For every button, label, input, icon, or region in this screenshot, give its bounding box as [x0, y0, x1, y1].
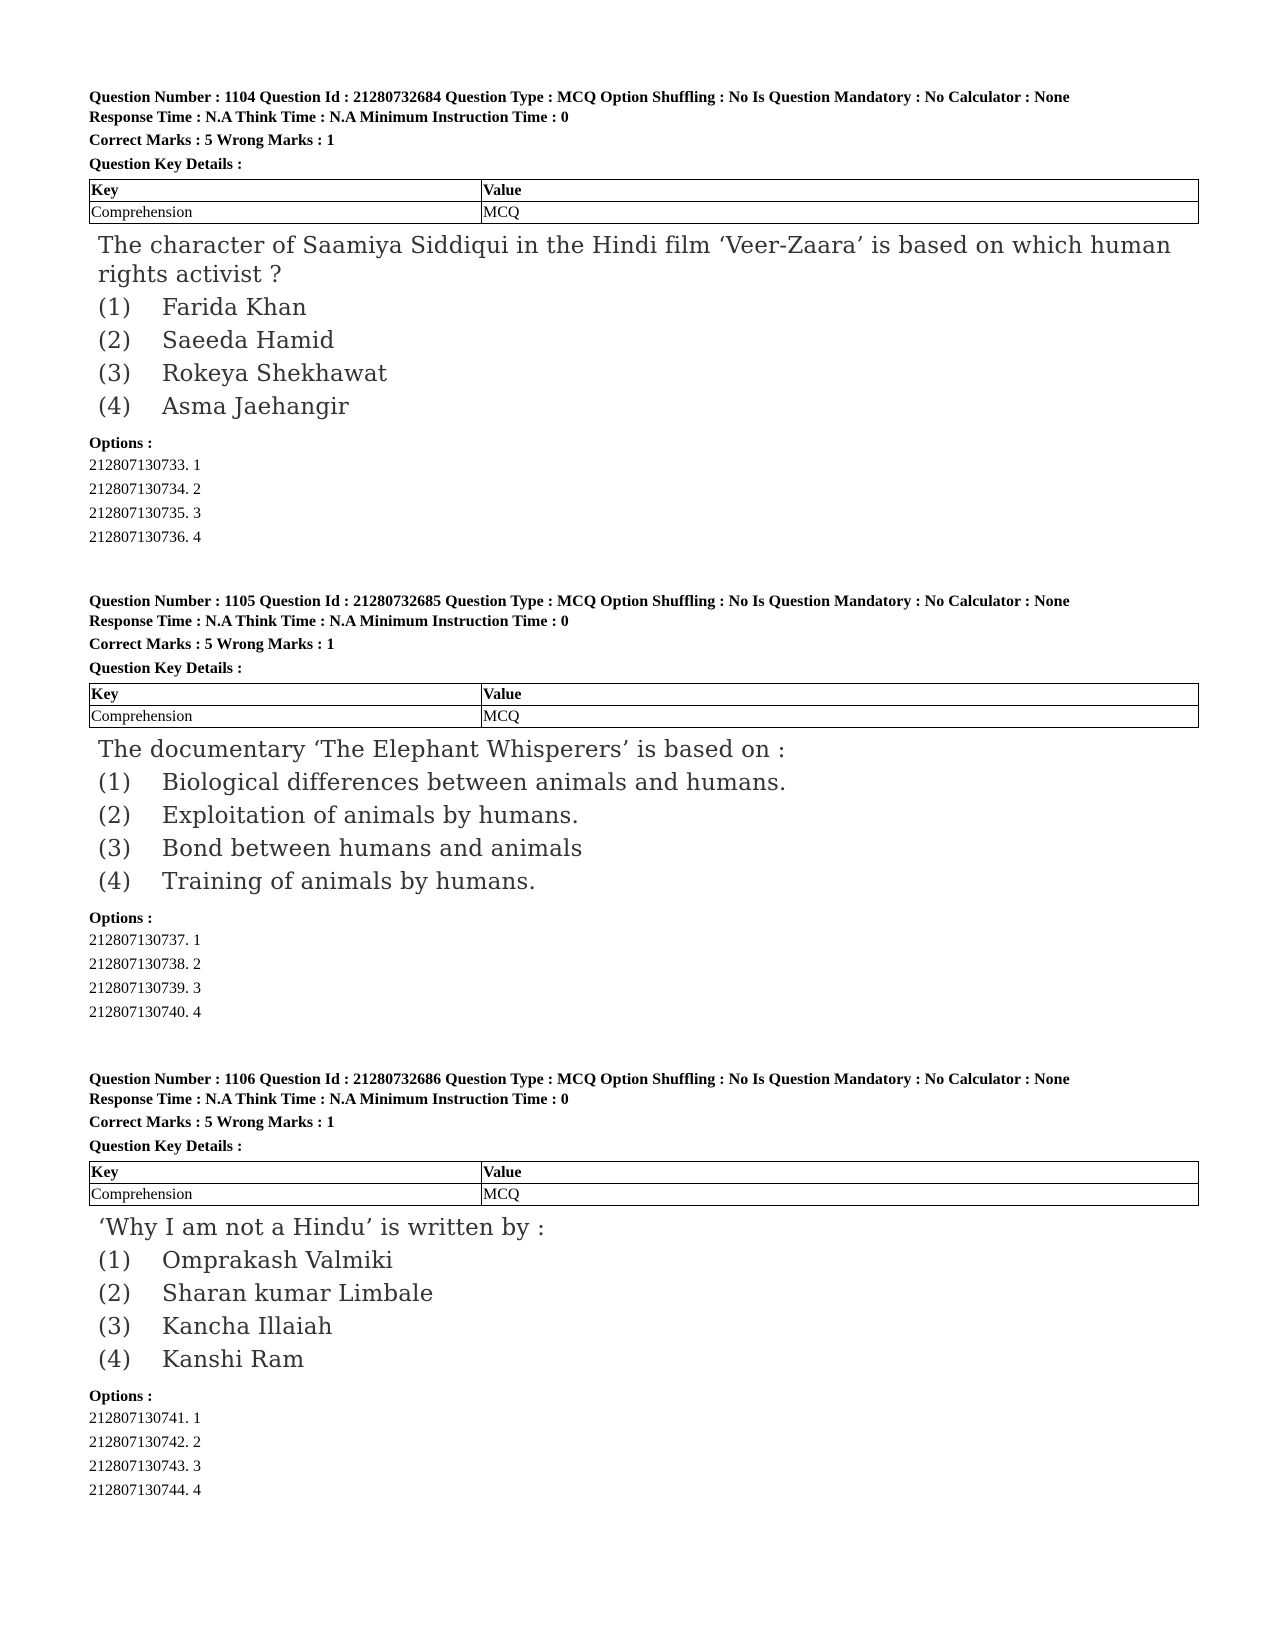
table-row — [90, 202, 1199, 224]
option-item: 212807130739. 3 — [89, 980, 201, 997]
header-key: Key — [90, 1162, 482, 1184]
choice-item — [98, 1280, 1199, 1309]
option-item: 212807130735. 3 — [89, 505, 201, 522]
choice-number: (2) — [98, 803, 132, 829]
option-item: 212807130738. 2 — [89, 956, 201, 973]
meta-line-1: Question Number : 1106 Question Id : 21280732686 Question Type : MCQ Option Shuffling : No Is Question Mandatory : No Calculator : None — [89, 1071, 1070, 1088]
header-key: Key — [90, 684, 482, 706]
option-item: 212807130736. 4 — [89, 529, 201, 546]
meta-line-2: Response Time : N.A Think Time : N.A Minimum Instruction Time : 0 — [89, 109, 569, 126]
table-header-row — [90, 684, 1199, 706]
cell-value: MCQ — [482, 1184, 1199, 1206]
key-details-label: Question Key Details : — [89, 156, 243, 173]
question-image — [89, 232, 1199, 422]
choice-text: Omprakash Valmiki — [162, 1248, 394, 1274]
choice-number: (4) — [98, 869, 132, 895]
options-label: Options : — [89, 910, 153, 927]
choice-number: (3) — [98, 1314, 132, 1340]
key-details-label: Question Key Details : — [89, 1138, 243, 1155]
choice-item — [98, 769, 1199, 798]
choice-number: (2) — [98, 1281, 132, 1307]
marks-line: Correct Marks : 5 Wrong Marks : 1 — [89, 636, 335, 653]
header-key: Key — [90, 180, 482, 202]
choice-number: (4) — [98, 394, 132, 420]
choice-number: (3) — [98, 836, 132, 862]
meta-line-1: Question Number : 1104 Question Id : 21280732684 Question Type : MCQ Option Shuffling : No Is Question Mandatory : No Calculator : None — [89, 89, 1070, 106]
cell-key: Comprehension — [90, 202, 482, 224]
question-text: The documentary ‘The Elephant Whisperers’ is based on : — [98, 737, 786, 763]
question-block-1104 — [89, 88, 1199, 550]
choice-item — [98, 835, 1199, 864]
choice-text: Bond between humans and animals — [162, 836, 583, 862]
option-item: 212807130737. 1 — [89, 932, 201, 949]
key-details-label: Question Key Details : — [89, 660, 243, 677]
choice-text: Kancha Illaiah — [162, 1314, 333, 1340]
choice-number: (1) — [98, 770, 132, 796]
question-meta — [89, 592, 1199, 632]
question-image — [89, 1214, 1199, 1375]
key-value-table — [89, 179, 1199, 224]
cell-key: Comprehension — [90, 1184, 482, 1206]
question-block-1105 — [89, 592, 1199, 1025]
key-value-table — [89, 1161, 1199, 1206]
choice-text: Biological differences between animals and humans. — [162, 770, 787, 796]
choice-text: Rokeya Shekhawat — [162, 361, 388, 387]
choice-number: (1) — [98, 1248, 132, 1274]
question-meta — [89, 88, 1199, 128]
table-header-row — [90, 1162, 1199, 1184]
question-text: ‘Why I am not a Hindu’ is written by : — [98, 1215, 546, 1241]
header-value: Value — [482, 1162, 1199, 1184]
cell-value: MCQ — [482, 706, 1199, 728]
choice-item — [98, 1313, 1199, 1342]
choice-item — [98, 868, 1199, 897]
option-item: 212807130741. 1 — [89, 1410, 201, 1427]
choice-text: Sharan kumar Limbale — [162, 1281, 434, 1307]
marks-line: Correct Marks : 5 Wrong Marks : 1 — [89, 1114, 335, 1131]
choice-text: Asma Jaehangir — [162, 394, 350, 420]
choice-item — [98, 802, 1199, 831]
question-text: The character of Saamiya Siddiqui in the Hindi film ‘Veer-Zaara’ is based on which human rights activist ? — [98, 233, 1172, 288]
choice-item — [98, 393, 1199, 422]
question-meta — [89, 1070, 1199, 1110]
marks-line: Correct Marks : 5 Wrong Marks : 1 — [89, 132, 335, 149]
choice-text: Saeeda Hamid — [162, 328, 335, 354]
option-item: 212807130742. 2 — [89, 1434, 201, 1451]
header-value: Value — [482, 180, 1199, 202]
question-block-1106 — [89, 1070, 1199, 1503]
options-label: Options : — [89, 435, 153, 452]
key-value-table — [89, 683, 1199, 728]
header-value: Value — [482, 684, 1199, 706]
choice-text: Kanshi Ram — [162, 1347, 305, 1373]
options-label: Options : — [89, 1388, 153, 1405]
meta-line-1: Question Number : 1105 Question Id : 21280732685 Question Type : MCQ Option Shuffling : No Is Question Mandatory : No Calculator : None — [89, 593, 1070, 610]
cell-value: MCQ — [482, 202, 1199, 224]
choice-number: (1) — [98, 295, 132, 321]
choice-text: Exploitation of animals by humans. — [162, 803, 580, 829]
table-row — [90, 1184, 1199, 1206]
meta-line-2: Response Time : N.A Think Time : N.A Minimum Instruction Time : 0 — [89, 613, 569, 630]
choice-item — [98, 360, 1199, 389]
choice-item — [98, 1346, 1199, 1375]
cell-key: Comprehension — [90, 706, 482, 728]
table-row — [90, 706, 1199, 728]
choice-text: Farida Khan — [162, 295, 307, 321]
choice-number: (3) — [98, 361, 132, 387]
option-item: 212807130740. 4 — [89, 1004, 201, 1021]
meta-line-2: Response Time : N.A Think Time : N.A Minimum Instruction Time : 0 — [89, 1091, 569, 1108]
choice-item — [98, 294, 1199, 323]
choice-text: Training of animals by humans. — [162, 869, 537, 895]
choice-item — [98, 327, 1199, 356]
choice-number: (2) — [98, 328, 132, 354]
table-header-row — [90, 180, 1199, 202]
option-item: 212807130743. 3 — [89, 1458, 201, 1475]
option-item: 212807130744. 4 — [89, 1482, 201, 1499]
choice-item — [98, 1247, 1199, 1276]
choice-number: (4) — [98, 1347, 132, 1373]
question-image — [89, 736, 1199, 897]
option-item: 212807130734. 2 — [89, 481, 201, 498]
option-item: 212807130733. 1 — [89, 457, 201, 474]
